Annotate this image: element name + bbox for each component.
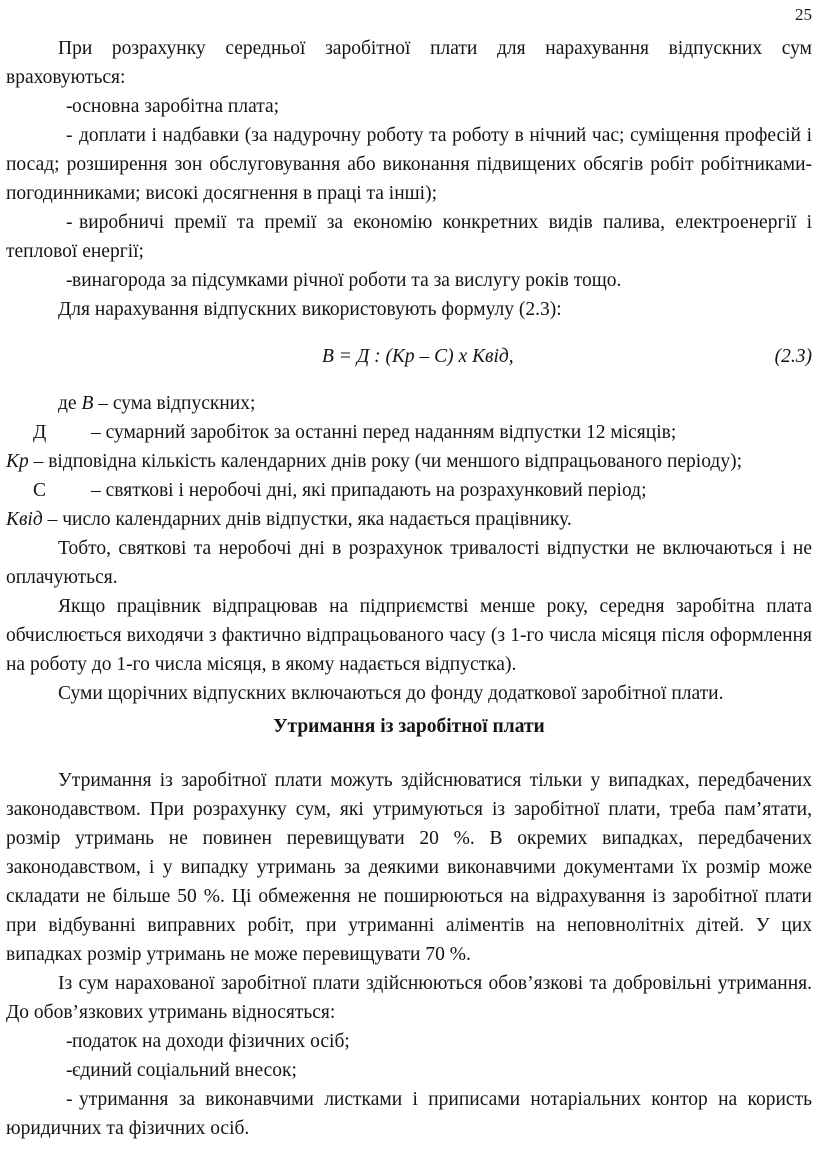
formula-expression: В = Д : (Кр – С) х Квід, <box>322 346 514 367</box>
list-item: -винагорода за підсумками річної роботи та за вислугу років тощо. <box>66 270 622 291</box>
list-item: - доплати і надбавки (за надурочну роботу та роботу в нічний час; суміщення професій і посад; розширення зон обслуговування або виконання підвищених обсягів робіт робітниками-погодинниками; високі досягнення в праці та інші); <box>6 125 812 204</box>
intro-paragraph: При розрахунку середньої заробітної плати для нарахування відпускних сум враховуються: <box>6 38 812 88</box>
page-number: 25 <box>795 5 812 24</box>
paragraph: Тобто, святкові та неробочі дні в розрахунок тривалості відпустки не включаються і не оплачуються. <box>6 538 812 588</box>
formula-intro: Для нарахування відпускних використовують формулу (2.3): <box>58 299 562 320</box>
list-item: -основна заробітна плата; <box>66 96 280 117</box>
definition-kr: Кр – відповідна кількість календарних днів року (чи меншого відпрацьованого періоду); <box>6 451 742 472</box>
where-line: де В – сума відпускних; <box>58 393 256 414</box>
list-item: - утримання за виконавчими листками і приписами нотаріальних контор на користь юридичних та фізичних осіб. <box>6 1089 812 1139</box>
section-heading: Утримання із заробітної плати <box>273 716 545 737</box>
formula-number: (2.3) <box>774 346 812 367</box>
formula <box>6 342 812 371</box>
definition-d: Д – сумарний заробіток за останні перед наданням відпустки 12 місяців; <box>33 422 677 443</box>
paragraph: Утримання із заробітної плати можуть здійснюватися тільки у випадках, передбачених законодавством. При розрахунку сум, які утримуються із заробітної плати, треба пам’ятати, розмір утримань не повинен перевищувати 20 %. В окремих випадках, передбачених законодавством, і у випадку утримань за деякими виконавчими документами їх розмір може складати не більше 50 %. Ці обмеження не поширюються на відрахування із заробітної плати при відбуванні виправних робіт, при утриманні аліментів на неповнолітніх дітей. У цих випадках розмір утримань не може перевищувати 70 %. <box>6 770 812 965</box>
page-content <box>6 34 812 1143</box>
definition-kvid: Квід – число календарних днів відпустки, яка надається працівнику. <box>6 509 572 530</box>
list-item: -єдиний соціальний внесок; <box>66 1060 297 1081</box>
paragraph: Суми щорічних відпускних включаються до фонду додаткової заробітної плати. <box>58 683 724 704</box>
paragraph: Якщо працівник відпрацював на підприємстві менше року, середня заробітна плата обчислюється виходячи з фактично відпрацьованого часу (з 1-го числа місяця після оформлення на роботу до 1-го числа місяця, в якому надається відпустка). <box>6 596 812 675</box>
definition-s: С – святкові і неробочі дні, які припадають на розрахунковий період; <box>33 480 647 501</box>
paragraph: Із сум нарахованої заробітної плати здійснюються обов’язкові та добровільні утримання. До обов’язкових утримань відносяться: <box>6 973 812 1023</box>
list-item: - виробничі премії та премії за економію конкретних видів палива, електроенергії і теплової енергії; <box>6 212 812 262</box>
list-item: -податок на доходи фізичних осіб; <box>66 1031 350 1052</box>
